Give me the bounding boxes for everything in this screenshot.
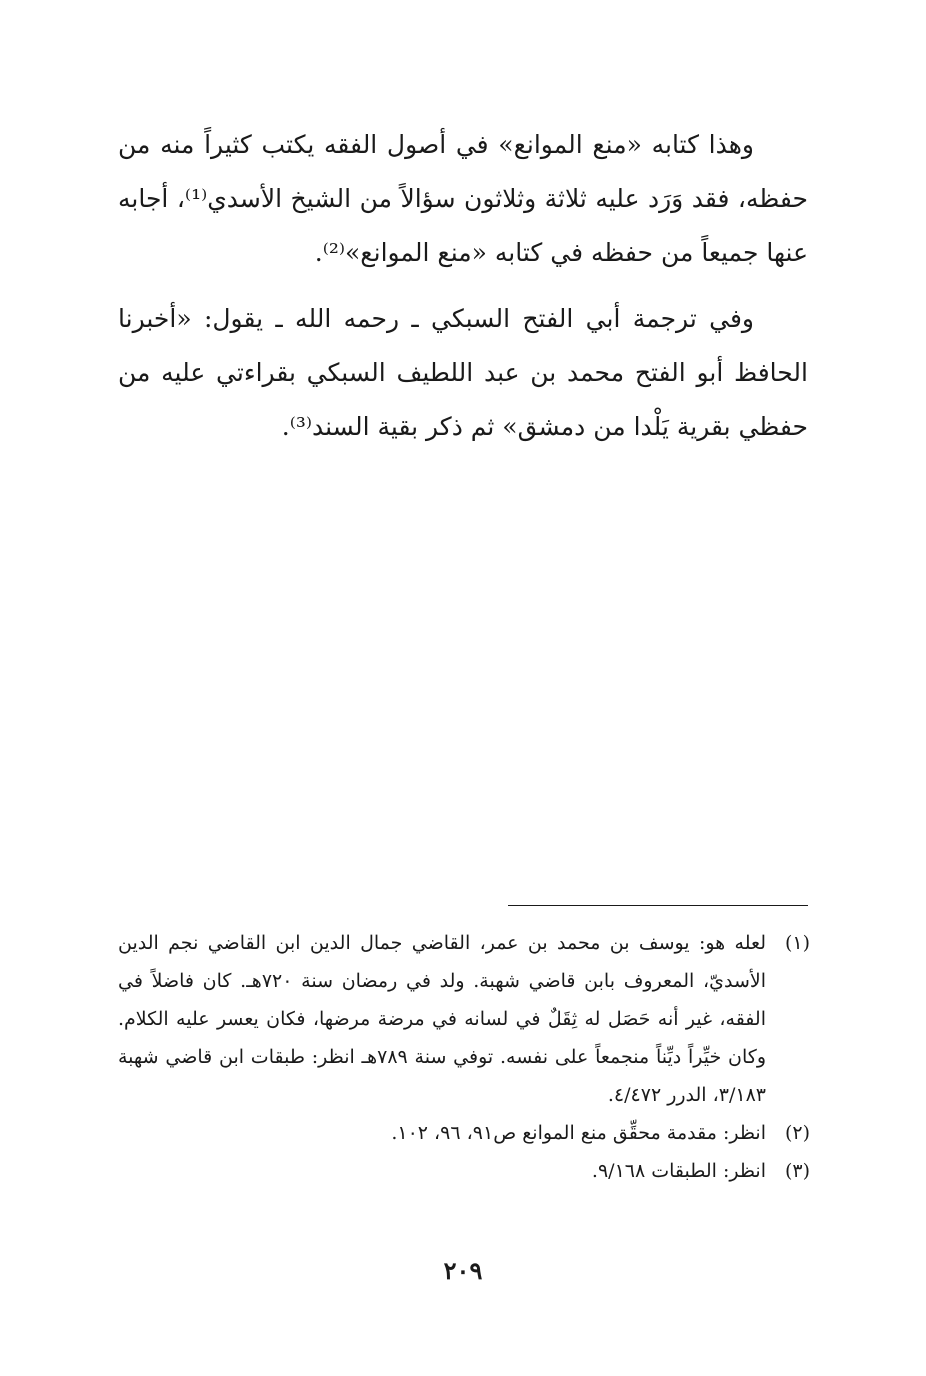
footnote-1 [118, 924, 810, 1114]
main-text [118, 118, 808, 466]
paragraph-1: وهذا كتابه «منع الموانع» في أصول الفقه يكتب كثيراً منه من حفظه، فقد وَرَد عليه ثلاثة وثلاثون سؤالاً من الشيخ الأسدي⁽¹⁾، أجابه عنها جميعاً من حفظه في كتابه «منع الموانع»⁽²⁾. [118, 130, 808, 267]
footnote-number: (١) [784, 932, 810, 954]
footnote-text: لعله هو: يوسف بن محمد بن عمر، القاضي جمال الدين ابن القاضي نجم الدين الأسديّ، المعروف بابن قاضي شهبة. ولد في رمضان سنة ٧٢٠هـ. كان فاضلاً في الفقه، غير أنه حَصَل له ثِقَلٌ في لسانه في مرضة مرضها، فكان يعسر عليه الكلام. وكان خيِّراً ديِّناً منجمعاً على نفسه. توفي سنة ٧٨٩هـ انظر: طبقات ابن قاضي شهبة ٣/١٨٣، الدرر ٤/٤٧٢. [118, 932, 766, 1106]
paragraph-2: وفي ترجمة أبي الفتح السبكي ـ رحمه الله ـ يقول: «أخبرنا الحافظ أبو الفتح محمد بن عبد اللطيف السبكي بقراءتي عليه من حفظي بقرية يَلْدا من دمشق» ثم ذكر بقية السند⁽³⁾. [118, 304, 808, 441]
footnotes [118, 924, 810, 1190]
footnote-2 [118, 1114, 810, 1152]
footnote-number: (٢) [784, 1122, 810, 1144]
footnote-separator [508, 905, 808, 906]
page-number: ٢٠٩ [443, 1256, 483, 1285]
footnote-3 [118, 1152, 810, 1190]
footnote-text: انظر: مقدمة محقِّق منع الموانع ص٩١، ٩٦، ١٠٢. [391, 1122, 766, 1144]
footnote-number: (٣) [784, 1160, 810, 1182]
footnote-text: انظر: الطبقات ٩/١٦٨. [591, 1160, 766, 1182]
